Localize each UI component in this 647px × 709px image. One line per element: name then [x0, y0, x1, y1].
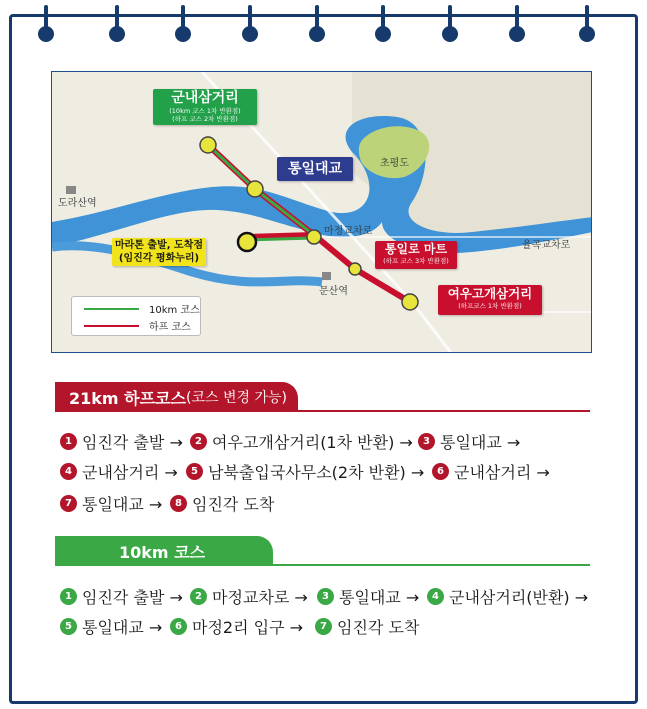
callout-gunnae: [153, 89, 257, 125]
map-legend: [71, 296, 201, 336]
gunnae-marker: [200, 137, 216, 153]
legend-label: 하프 코스: [149, 322, 191, 333]
binder-ring-icon: [174, 3, 192, 43]
step-number-badge: 5: [60, 618, 77, 635]
step-number-badge: 7: [60, 495, 77, 512]
callout-start-finish: [112, 238, 206, 266]
step-text: 통일대교 →: [339, 588, 420, 607]
ten-step-3: [317, 585, 419, 608]
callout-tongilro-mart-title: 통일로 마트: [384, 242, 448, 256]
ten-step-5: [60, 615, 162, 638]
binder-ring-icon: [578, 3, 596, 43]
step-number-badge: 4: [60, 463, 77, 480]
binder-rings: [0, 0, 647, 48]
step-text: 여우고개삼거리(1차 반환) →: [212, 433, 413, 452]
step-number-badge: 7: [315, 618, 332, 635]
binder-ring-icon: [37, 3, 55, 43]
step-number-badge: 1: [60, 433, 77, 450]
ten-step-1: [60, 585, 183, 608]
ten-step-2: [190, 585, 308, 608]
legend-label: 10km 코스: [149, 305, 200, 316]
half-step-5: [186, 460, 424, 483]
step-text: 통일대교 →: [440, 433, 521, 452]
half-step-1: [60, 430, 183, 453]
callout-yeougogae-title: 여우고개삼거리: [447, 286, 533, 301]
step-text: 남북출입국사무소(2차 반환) →: [208, 463, 425, 482]
start-finish-marker: [238, 233, 256, 251]
step-number-badge: 5: [186, 463, 203, 480]
step-text: 임진각 출발 →: [82, 433, 183, 452]
place-label-chopyeongdo: 초평도: [380, 158, 409, 169]
callout-tongil-bridge: [277, 157, 353, 181]
half-step-2: [190, 430, 413, 453]
step-text: 통일대교 →: [82, 495, 163, 514]
tongil-bridge-marker: [247, 181, 263, 197]
dorasan-station-icon: [66, 186, 76, 194]
step-number-badge: 3: [418, 433, 435, 450]
step-text: 군내삼거리 →: [82, 463, 178, 482]
binder-ring-icon: [374, 3, 392, 43]
ten-km-header: [55, 536, 273, 566]
step-text: 임진각 도착: [192, 495, 275, 514]
step-number-badge: 6: [432, 463, 449, 480]
step-text: 임진각 출발 →: [82, 588, 183, 607]
half-step-4: [60, 460, 178, 483]
half-step-3: [418, 430, 520, 453]
step-number-badge: 4: [427, 588, 444, 605]
callout-start-finish-line2: (임진각 평화누리): [118, 253, 200, 264]
binder-ring-icon: [108, 3, 126, 43]
half-course-rule: [55, 410, 590, 412]
callout-yeougogae: [438, 285, 542, 315]
callout-tongilro-mart: [375, 241, 457, 269]
ten-step-4: [427, 585, 588, 608]
step-text: 임진각 도착: [337, 618, 420, 637]
binder-ring-icon: [441, 3, 459, 43]
half-course-header: [55, 382, 298, 412]
yeougogae-marker: [402, 294, 418, 310]
step-number-badge: 3: [317, 588, 334, 605]
step-text: 군내삼거리(반환) →: [449, 588, 589, 607]
step-number-badge: 6: [170, 618, 187, 635]
step-number-badge: 2: [190, 433, 207, 450]
step-text: 통일대교 →: [82, 618, 163, 637]
legend-swatch-red: [84, 325, 139, 327]
legend-item-half: [84, 318, 191, 333]
callout-start-finish-line1: 마라톤 출발, 도착점: [114, 240, 204, 251]
binder-ring-icon: [508, 3, 526, 43]
callout-gunnae-sub1: (10km 코스 1차 반환점): [169, 107, 241, 115]
callout-gunnae-title: 군내삼거리: [171, 90, 239, 106]
majeong-marker: [307, 230, 321, 244]
step-text: 마정교차로 →: [212, 588, 308, 607]
place-label-majeong: 마정교차로: [324, 226, 373, 237]
ten-step-6: [170, 615, 303, 638]
ten-km-title: 10km 코스: [119, 542, 206, 562]
course-map: [51, 71, 592, 353]
place-label-munsan: 문산역: [319, 286, 348, 297]
binder-ring-icon: [241, 3, 259, 43]
tongilro-mart-marker: [349, 263, 361, 275]
munsan-station-icon: [322, 272, 331, 280]
place-label-eulgok: 율곡교차로: [522, 240, 571, 251]
ten-step-7: [315, 615, 419, 638]
half-step-8: [170, 492, 274, 515]
step-text: 군내삼거리 →: [454, 463, 550, 482]
callout-tongil-bridge-title: 통일대교: [287, 161, 343, 177]
legend-swatch-green: [84, 308, 139, 310]
legend-item-10km: [84, 301, 200, 316]
half-step-6: [432, 460, 550, 483]
binder-ring-icon: [308, 3, 326, 43]
step-text: 마정2리 입구 →: [192, 618, 304, 637]
callout-tongilro-mart-sub1: (하프 코스 3차 반환점): [383, 257, 449, 265]
half-course-note: (코스 변경 가능): [185, 390, 287, 406]
callout-yeougogae-sub1: (하프코스 1차 반환점): [458, 302, 522, 310]
place-label-dorasan: 도라산역: [58, 198, 97, 209]
half-course-title: 21km 하프코스: [69, 388, 186, 408]
step-number-badge: 8: [170, 495, 187, 512]
callout-gunnae-sub2: (하프 코스 2차 반환점): [172, 115, 238, 123]
ten-km-rule: [55, 564, 590, 566]
half-step-7: [60, 492, 162, 515]
step-number-badge: 2: [190, 588, 207, 605]
step-number-badge: 1: [60, 588, 77, 605]
